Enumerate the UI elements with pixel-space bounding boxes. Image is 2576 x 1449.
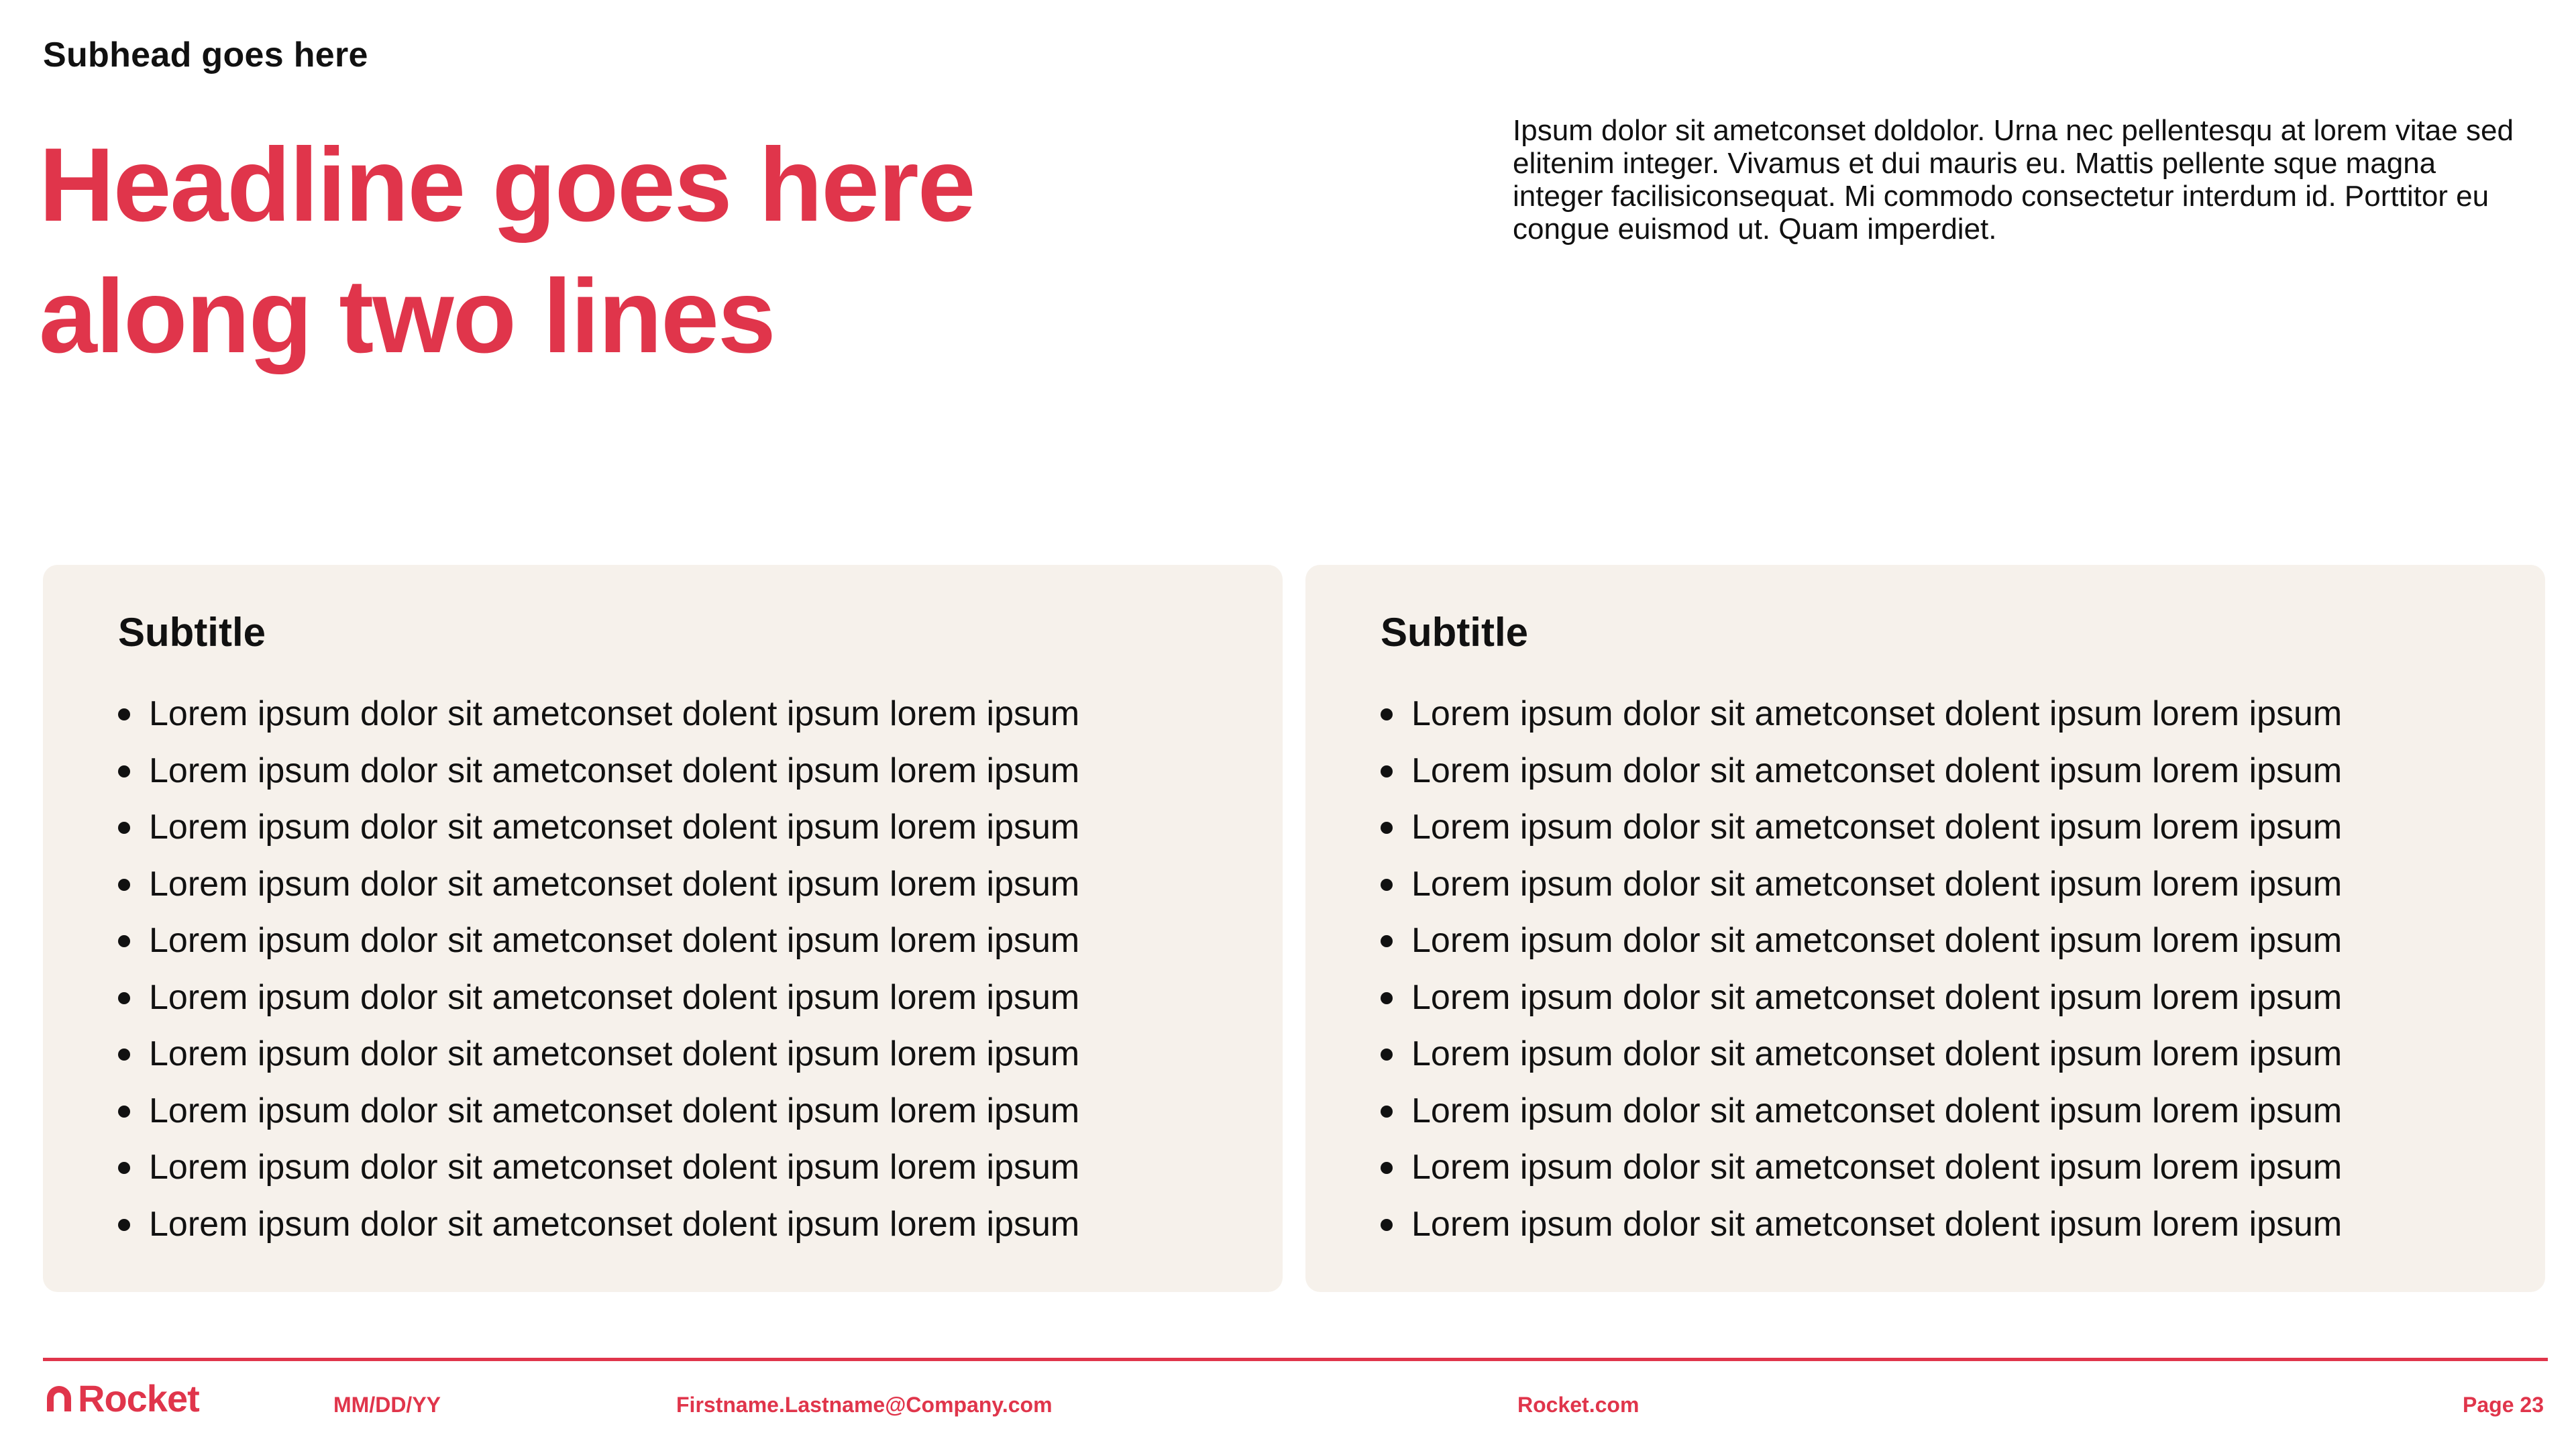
bullet-icon [1381, 879, 1393, 891]
list-item-text: Lorem ipsum dolor sit ametconset dolent ipsum lorem ipsum [149, 1091, 1080, 1130]
bullet-icon [118, 992, 130, 1004]
list-item [118, 1139, 1079, 1196]
content-card-left [43, 565, 1283, 1292]
footer-email[interactable]: Firstname.Lastname@Company.com [676, 1393, 1053, 1417]
list-item [1381, 969, 2342, 1026]
bullet-icon [1381, 765, 1393, 777]
bullet-list [1381, 686, 2342, 1252]
list-item [1381, 856, 2342, 913]
bullet-icon [1381, 935, 1393, 947]
list-item [1381, 686, 2342, 743]
list-item [118, 856, 1079, 913]
list-item-text: Lorem ipsum dolor sit ametconset dolent ipsum lorem ipsum [149, 1204, 1080, 1244]
intro-paragraph: Ipsum dolor sit ametconset doldolor. Urna nec pellentesqu at lorem vitae sed elitenim integer. Vivamus et dui mauris eu. Mattis pellente sque magna integer facilisiconsequat. Mi commodo consectetur interdum id. Porttitor eu congue euismod ut. Quam imperdiet. [1513, 114, 2514, 246]
list-item [1381, 912, 2342, 969]
footer-date: MM/DD/YY [333, 1393, 441, 1417]
list-item [1381, 1083, 2342, 1140]
bullet-icon [118, 1106, 130, 1118]
list-item [1381, 1196, 2342, 1253]
list-item [118, 686, 1079, 743]
bullet-list [118, 686, 1079, 1252]
footer-divider [43, 1358, 2548, 1361]
list-item-text: Lorem ipsum dolor sit ametconset dolent ipsum lorem ipsum [1411, 977, 2343, 1017]
bullet-icon [1381, 1106, 1393, 1118]
bullet-icon [1381, 992, 1393, 1004]
list-item [118, 969, 1079, 1026]
list-item [118, 912, 1079, 969]
list-item-text: Lorem ipsum dolor sit ametconset dolent ipsum lorem ipsum [1411, 694, 2343, 733]
bullet-icon [118, 935, 130, 947]
list-item-text: Lorem ipsum dolor sit ametconset dolent ipsum lorem ipsum [1411, 751, 2343, 790]
bullet-icon [118, 879, 130, 891]
card-title: Subtitle [118, 610, 266, 655]
list-item [1381, 1026, 2342, 1083]
list-item-text: Lorem ipsum dolor sit ametconset dolent ipsum lorem ipsum [1411, 921, 2343, 960]
list-item [118, 799, 1079, 856]
bullet-icon [118, 1219, 130, 1231]
list-item-text: Lorem ipsum dolor sit ametconset dolent ipsum lorem ipsum [149, 921, 1080, 960]
headline-line-2: along two lines [39, 258, 775, 375]
subhead: Subhead goes here [43, 36, 368, 74]
list-item-text: Lorem ipsum dolor sit ametconset dolent ipsum lorem ipsum [1411, 1204, 2343, 1244]
list-item [118, 1196, 1079, 1253]
headline-line-1: Headline goes here [39, 127, 975, 244]
content-card-right [1305, 565, 2545, 1292]
list-item-text: Lorem ipsum dolor sit ametconset dolent ipsum lorem ipsum [149, 694, 1080, 733]
list-item-text: Lorem ipsum dolor sit ametconset dolent ipsum lorem ipsum [149, 1034, 1080, 1073]
headline [39, 119, 1179, 382]
list-item [118, 743, 1079, 800]
rocket-logo [43, 1378, 199, 1418]
footer-website[interactable]: Rocket.com [1517, 1393, 1640, 1417]
list-item-text: Lorem ipsum dolor sit ametconset dolent ipsum lorem ipsum [149, 751, 1080, 790]
footer-page-number: Page 23 [2463, 1393, 2544, 1417]
bullet-icon [118, 1162, 130, 1174]
list-item-text: Lorem ipsum dolor sit ametconset dolent ipsum lorem ipsum [149, 1148, 1080, 1187]
list-item-text: Lorem ipsum dolor sit ametconset dolent ipsum lorem ipsum [149, 808, 1080, 847]
list-item [1381, 743, 2342, 800]
bullet-icon [1381, 822, 1393, 834]
list-item [1381, 1139, 2342, 1196]
bullet-icon [118, 1049, 130, 1061]
list-item-text: Lorem ipsum dolor sit ametconset dolent ipsum lorem ipsum [1411, 1034, 2343, 1073]
list-item-text: Lorem ipsum dolor sit ametconset dolent ipsum lorem ipsum [1411, 1091, 2343, 1130]
bullet-icon [1381, 1219, 1393, 1231]
list-item-text: Lorem ipsum dolor sit ametconset dolent ipsum lorem ipsum [1411, 808, 2343, 847]
list-item [118, 1083, 1079, 1140]
list-item [118, 1026, 1079, 1083]
bullet-icon [118, 822, 130, 834]
list-item-text: Lorem ipsum dolor sit ametconset dolent ipsum lorem ipsum [149, 977, 1080, 1017]
card-title: Subtitle [1381, 610, 1528, 655]
list-item-text: Lorem ipsum dolor sit ametconset dolent ipsum lorem ipsum [1411, 1148, 2343, 1187]
list-item-text: Lorem ipsum dolor sit ametconset dolent ipsum lorem ipsum [149, 864, 1080, 904]
rocket-logo-icon [43, 1382, 75, 1414]
list-item-text: Lorem ipsum dolor sit ametconset dolent ipsum lorem ipsum [1411, 864, 2343, 904]
bullet-icon [1381, 708, 1393, 720]
bullet-icon [118, 765, 130, 777]
list-item [1381, 799, 2342, 856]
logo-text: Rocket [78, 1377, 199, 1419]
bullet-icon [1381, 1049, 1393, 1061]
bullet-icon [1381, 1162, 1393, 1174]
bullet-icon [118, 708, 130, 720]
